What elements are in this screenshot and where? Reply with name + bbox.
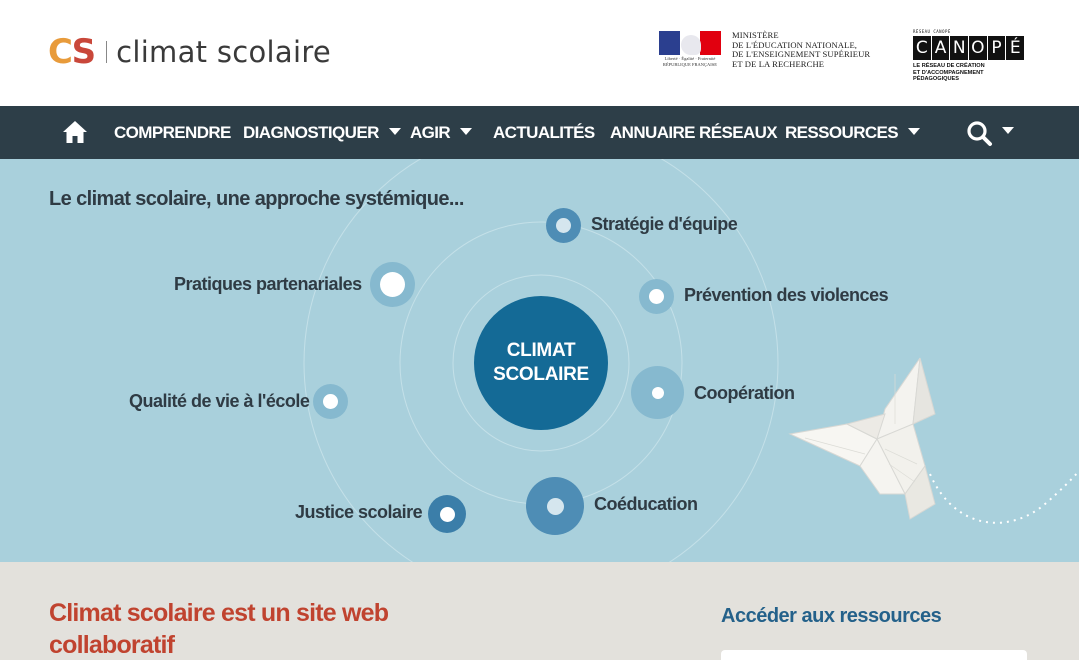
- chevron-down-icon: [460, 128, 472, 135]
- node-strategie-equipe[interactable]: [546, 208, 581, 243]
- intro-section: [0, 562, 1079, 660]
- center-climat-scolaire[interactable]: [474, 296, 608, 430]
- nav-item-ressources[interactable]: [785, 106, 920, 159]
- canope-letter: N: [950, 36, 968, 60]
- label-strategie-equipe[interactable]: Stratégie d'équipe: [591, 214, 738, 234]
- nav-item-agir[interactable]: [410, 106, 472, 159]
- logo-letter-s: S: [71, 32, 95, 72]
- access-resources-box[interactable]: [721, 650, 1027, 660]
- nav-item-actualites[interactable]: [493, 106, 595, 159]
- canope-letter: É: [1006, 36, 1024, 60]
- logo-letter-c: C: [48, 32, 72, 72]
- label-prevention-violences[interactable]: Prévention des violences: [684, 285, 889, 305]
- nav-item-diagnostiquer[interactable]: [243, 106, 401, 159]
- ministere-name: [732, 31, 870, 69]
- hero-title: Le climat scolaire, une approche systémique...: [49, 188, 464, 210]
- nav-item-label: COMPRENDRE: [114, 123, 231, 142]
- canope-letter: C: [913, 36, 931, 60]
- node-prevention-violences[interactable]: [639, 279, 674, 314]
- home-icon[interactable]: [62, 120, 88, 144]
- ministere-line: MINISTÈRE: [732, 30, 779, 40]
- canope-letter: P: [988, 36, 1006, 60]
- label-qualite-de-vie[interactable]: Qualité de vie à l'école: [129, 391, 310, 411]
- main-nav: [0, 106, 1079, 159]
- logo-name: climat scolaire: [116, 35, 332, 69]
- devise-text: Liberté · Égalité · Fraternité: [664, 56, 716, 61]
- ministere-line: DE L'ÉDUCATION NATIONALE,: [732, 39, 858, 50]
- hero-diagram: [0, 159, 1079, 562]
- canope-letter: A: [932, 36, 950, 60]
- marianne-icon: [659, 31, 721, 69]
- label-justice-scolaire[interactable]: Justice scolaire: [295, 502, 423, 522]
- paper-butterfly-illustration: [785, 354, 945, 524]
- label-cooperation[interactable]: Coopération: [694, 383, 795, 403]
- nav-item-label: RESSOURCES: [785, 123, 899, 142]
- nav-item-label: ACTUALITÉS: [493, 123, 595, 142]
- node-justice-scolaire[interactable]: [428, 495, 466, 533]
- ministere-line: ET DE LA RECHERCHE: [732, 58, 825, 69]
- canope-subtitle-line: LE RÉSEAU DE CRÉATION: [913, 63, 985, 69]
- canope-wordmark: [913, 36, 1025, 60]
- nav-item-annuaire-reseaux[interactable]: [610, 106, 777, 159]
- canope-subtitle-line: ET D'ACCOMPAGNEMENT PÉDAGOGIQUES: [913, 69, 984, 82]
- intro-title: Climat scolaire est un site web collaboratif: [49, 599, 389, 659]
- nav-item-label: DIAGNOSTIQUER: [243, 123, 379, 142]
- label-coeducation[interactable]: Coéducation: [594, 494, 698, 514]
- site-logo[interactable]: [48, 30, 331, 74]
- logo-divider: [106, 41, 107, 63]
- nav-item-label: ANNUAIRE RÉSEAUX: [610, 123, 778, 142]
- node-cooperation[interactable]: [631, 366, 684, 419]
- site-header: [0, 0, 1079, 106]
- canope-top-text: RÉSEAU CANOPÉ: [913, 29, 951, 34]
- republique-text: RÉPUBLIQUE FRANÇAISE: [662, 62, 718, 67]
- node-qualite-de-vie[interactable]: [313, 384, 348, 419]
- nav-item-comprendre[interactable]: [114, 106, 231, 159]
- node-pratiques-partenariales[interactable]: [370, 262, 415, 307]
- node-coeducation[interactable]: [526, 477, 584, 535]
- search-button[interactable]: [966, 119, 1018, 147]
- chevron-down-icon: [389, 128, 401, 135]
- canope-letter: O: [969, 36, 987, 60]
- label-pratiques-partenariales[interactable]: Pratiques partenariales: [174, 274, 362, 294]
- chevron-down-icon: [908, 128, 920, 135]
- search-icon: [966, 119, 1018, 147]
- logo-monogram: [48, 32, 95, 72]
- access-resources-title: Accéder aux ressources: [721, 605, 942, 627]
- canope-subtitle: [913, 63, 1025, 83]
- center-label: CLIMAT: [506, 340, 576, 361]
- center-label: SCOLAIRE: [493, 364, 589, 385]
- nav-item-label: AGIR: [410, 123, 451, 142]
- ministere-line: DE L'ENSEIGNEMENT SUPÉRIEUR: [732, 49, 871, 59]
- ministere-logo[interactable]: [659, 31, 870, 69]
- canope-logo[interactable]: [913, 29, 1025, 83]
